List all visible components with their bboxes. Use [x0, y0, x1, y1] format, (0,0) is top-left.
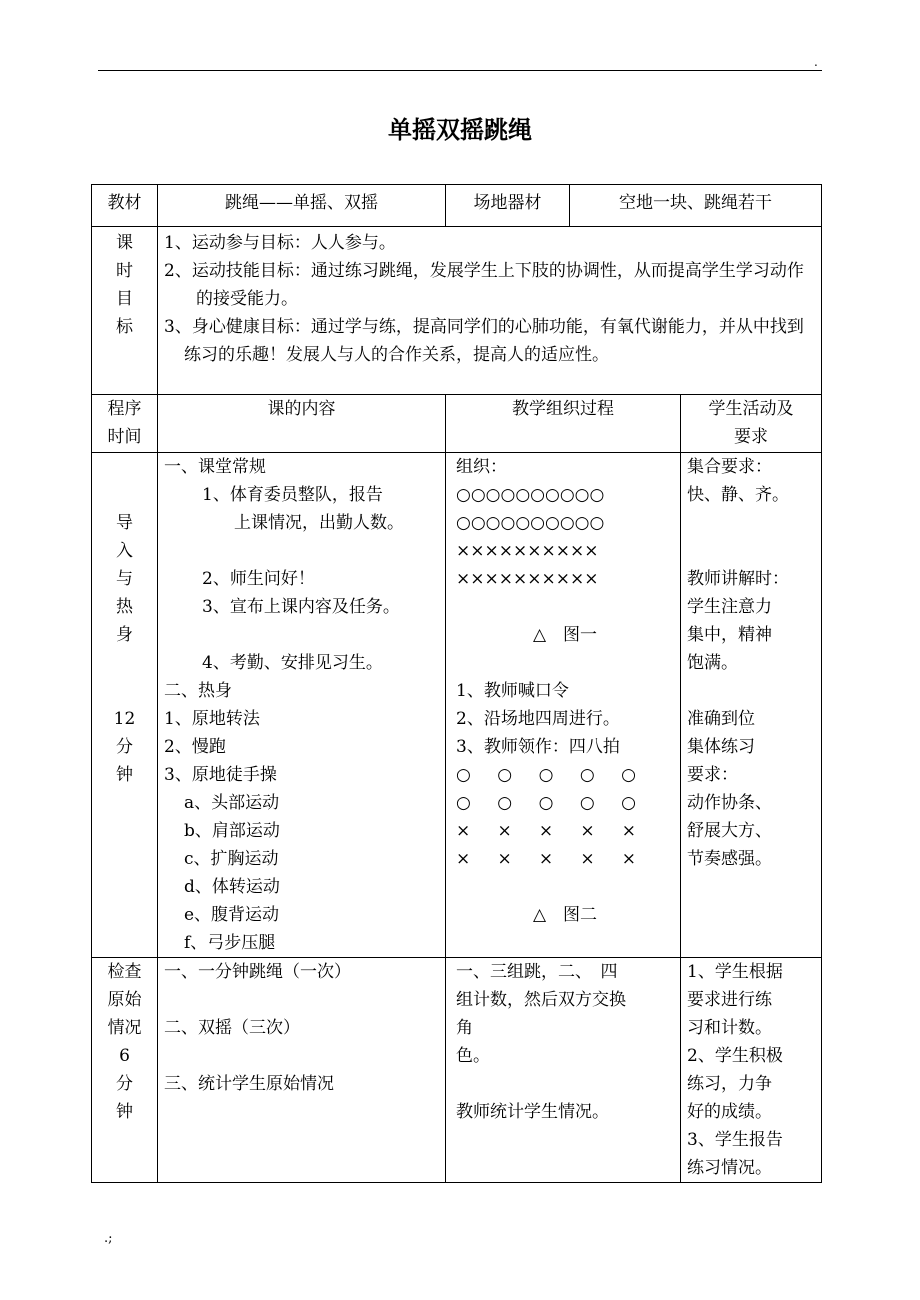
section2-content	[158, 958, 446, 1183]
header-student: 学生活动及 要求	[681, 395, 822, 453]
section2-student: 1、学生根据 要求进行练 习和计数。 2、学生积极 练习，力争 好的成绩。 3、学生报告 练习情况。	[681, 958, 822, 1183]
objective-1: 1、运动参与目标：人人参与。	[164, 233, 396, 253]
section2-organization: 一、三组跳，二、 四 组计数，然后双方交换 角 色。 教师统计学生情况。	[446, 958, 681, 1183]
list-item: e、腹背运动	[184, 905, 280, 925]
section2-label: 检查 原始 情况 6 分 钟	[92, 958, 158, 1183]
section1-content: 一、课堂常规 1、体育委员整队，报告 上课情况，出勤人数。 2、师生问好！ 3、宣布上课内容及任务。 4、考勤、安排见习生。 二、热身 1、原地转法 2、慢跑 3、原地徒手操 a、头部运动 b、肩部运动 c、扩胸运动 d、体转运动 e、腹背运动 f、弓步压腿	[158, 453, 446, 958]
section1-student: 集合要求： 快、静、齐。 教师讲解时： 学生注意力 集中，精神 饱满。 准确到位 集体练习 要求： 动作协条、 舒展大方、 节奏感强。	[681, 453, 822, 958]
header-dot: .	[814, 55, 818, 69]
objectives-label: 课 时 目 标	[92, 227, 158, 395]
objective-2: 2、运动技能目标：通过练习跳绳，发展学生上下肢的协调性，从而提高学生学习动作的接受能力。	[164, 261, 804, 309]
section-warmup-row	[92, 453, 822, 958]
list-item: b、肩部运动	[184, 821, 280, 841]
header-organization: 教学组织过程	[446, 395, 681, 453]
list-item: 三、统计学生原始情况	[164, 1074, 334, 1094]
list-item: d、体转运动	[184, 877, 280, 897]
material-value: 跳绳——单摇、双摇	[158, 185, 446, 227]
list-item: 二、双摇（三次）	[164, 1018, 300, 1038]
header-procedure-time: 程序 时间	[92, 395, 158, 453]
section-check-row	[92, 958, 822, 1183]
objective-3: 3、身心健康目标：通过学与练，提高同学们的心肺功能，有氧代谢能力，并从中找到练习的乐趣！发展人与人的合作关系，提高人的适应性。	[164, 317, 804, 365]
formation-figure-1-row: ○○○○○○○○○○	[456, 513, 605, 533]
venue-label: 场地器材	[446, 185, 570, 227]
list-item: c、扩胸运动	[184, 849, 279, 869]
page-title: 单摇双摇跳绳	[388, 116, 532, 144]
formation-figure-1-row: ××××××××××	[456, 569, 599, 589]
list-item: f、弓步压腿	[184, 933, 276, 953]
footer-mark: .;	[104, 1231, 113, 1246]
formation-figure-1-row: ××××××××××	[456, 541, 599, 561]
formation-figure-1-row: ○○○○○○○○○○	[456, 485, 605, 505]
section1-label: 导 入 与 热 身 12 分 钟	[92, 453, 158, 958]
formation-figure-2-row: × × × × ×	[456, 821, 636, 841]
formation-figure-2-row: ○ ○ ○ ○ ○	[456, 765, 636, 785]
lesson-plan-table	[91, 184, 822, 1183]
formation-figure-2-row: × × × × ×	[456, 849, 636, 869]
info-row	[92, 185, 822, 227]
figure-1-caption: △ 图一	[532, 625, 598, 645]
header-rule	[98, 70, 822, 71]
material-label: 教材	[92, 185, 158, 227]
list-item: a、头部运动	[184, 793, 280, 813]
header-content: 课的内容	[158, 395, 446, 453]
list-item: 一、一分钟跳绳（一次）	[164, 962, 351, 982]
objectives-row	[92, 227, 822, 395]
objectives-content	[158, 227, 822, 395]
section1-organization: 组织： ○○○○○○○○○○ ○○○○○○○○○○ ×××××××××× ×××××××××× △ 图一 1、教师喊口令 2、沿场地四周进行。 3、教师领作：四八拍 ○ ○ ○ ○ ○ ○ ○ ○ ○ ○ × × × × × × × × × × △ 图二	[446, 453, 681, 958]
column-header-row	[92, 395, 822, 453]
formation-figure-2-row: ○ ○ ○ ○ ○	[456, 793, 636, 813]
venue-value: 空地一块、跳绳若干	[570, 185, 822, 227]
figure-2-caption: △ 图二	[532, 905, 598, 925]
